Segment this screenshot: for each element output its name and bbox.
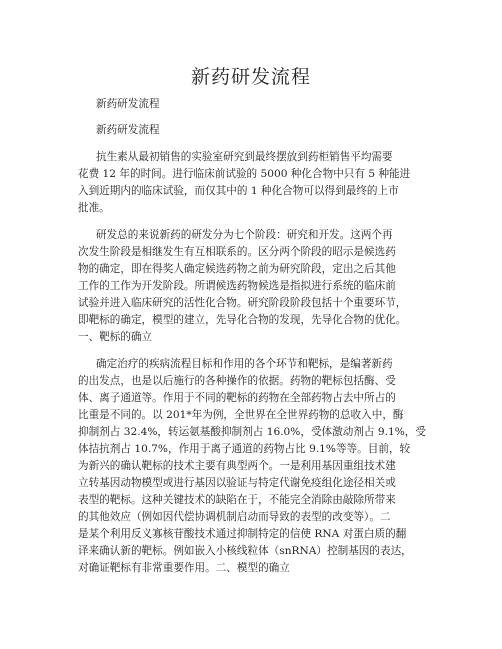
text-line: 物的确定，即在得奖人确定候选药物之前为研究阶段，定出之后其他 xyxy=(78,263,396,275)
text-line: 的出发点，也是以后施行的各种操作的依据。药物的靶标包括酶、受 xyxy=(78,375,396,387)
text-line: 入到近期内的临床试验，而仅其中的 1 种化合物可以得到最终的上市 xyxy=(78,185,399,197)
text-line: 是某个利用反义寡核苷酸技术通过抑制特定的信使 RNA 对蛋白质的翻 xyxy=(78,528,407,540)
text-line: 批准。 xyxy=(78,202,110,214)
text-line: 立转基因动物模型或进行基因以验证与特定代谢免疫组化途径相关或 xyxy=(78,477,396,489)
section-heading: 一、靶标的确立 xyxy=(78,331,153,343)
text-line: 研发总的来说新药的研发分为七个阶段：研究和开发。这两个再 xyxy=(96,229,393,241)
heading-line: 新药研发流程 xyxy=(96,98,160,110)
text-line: 译来确认新的靶标。例如嵌入小核线粒体（snRNA）控制基因的表达， xyxy=(78,545,412,557)
heading-line: 新药研发流程 xyxy=(96,124,160,136)
text-line: 表型的靶标。这种关键技术的缺陷在于，不能完全消除由敲除所带来 xyxy=(78,494,396,506)
document-title: 新药研发流程 xyxy=(190,66,311,88)
text-line: 体、离子通道等。作用于不同的靶标的药物在全部药物占去中所占的 xyxy=(78,392,396,404)
text-line: 工作的工作为开发阶段。所谓候选药物候选是指拟进行系统的临床前 xyxy=(78,280,396,292)
text-line: 花费 12 年的时间。进行临床前试验的 5000 种化合物中只有 5 种能进 xyxy=(78,168,411,180)
text-line: 即靶标的确定，模型的建立，先导化合物的发现，先导化合物的优化。 xyxy=(78,314,407,326)
text-line: 确定治疗的疾病流程目标和作用的各个环节和靶标，是编著新药 xyxy=(96,358,393,370)
text-line: 体拮抗剂占 10.7%，作用于离子通道的药物占比 9.1%等等。目前，较 xyxy=(78,443,411,455)
text-line: 对确证靶标有非常重要作用。二、模型的确立 xyxy=(78,562,290,574)
text-line: 抑制剂占 32.4%，转运氨基酸抑制剂占 16.0%，受体激动剂占 9.1%，受 xyxy=(78,426,426,438)
text-line: 次发生阶段是相继发生有互相联系的。区分两个阶段的昭示是候选药 xyxy=(78,246,396,258)
text-line: 试验并进入临床研究的活性化合物。研究阶段阶段包括十个重要环节， xyxy=(78,297,407,309)
text-line: 抗生素从最初销售的实验室研究到最终摆放到药柜销售平均需要 xyxy=(96,151,393,163)
text-line: 为新兴的确认靶标的技术主要有典型两个。一是利用基因重组技术建 xyxy=(78,460,396,472)
text-line: 的其他效应（例如因代偿协调机制启动而导致的表型的改变等）。二 xyxy=(78,511,391,523)
text-line: 比重是不同的。以 201*年为例，全世界在全世界药物的总收入中，酶 xyxy=(78,409,404,421)
